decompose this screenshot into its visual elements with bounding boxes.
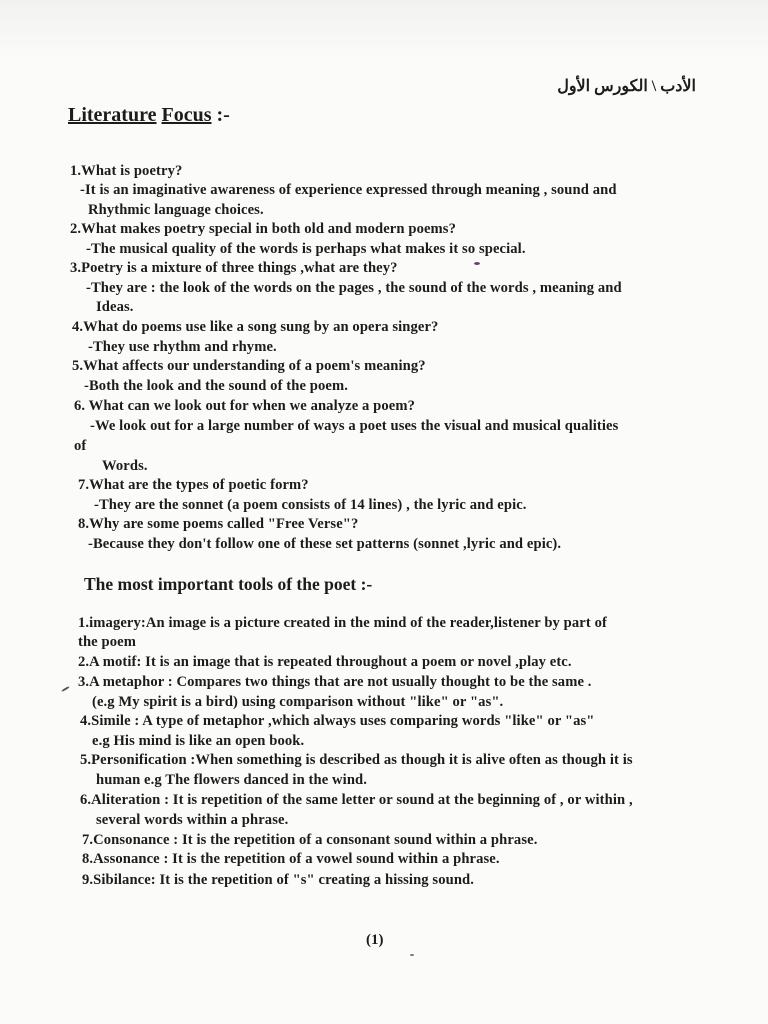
tool-9-line-1: 9.Sibilance: It is the repetition of "s" creating a hissing sound. — [82, 872, 475, 888]
tool-8-line-1: 8.Assonance : It is the repetition of a vowel sound within a phrase. — [82, 851, 500, 867]
question-2: 2.What makes poetry special in both old and modern poems? — [70, 221, 456, 237]
question-8: 8.Why are some poems called "Free Verse"? — [78, 516, 359, 532]
arabic-course-label: الأدب \ الكورس الأول — [557, 78, 696, 95]
tool-3-line-1: 3.A metaphor : Compares two things that are not usually thought to be the same . — [78, 674, 592, 690]
ink-speck — [474, 262, 480, 265]
tool-2-line-1: 2.A motif: It is an image that is repeated throughout a poem or novel ,play etc. — [78, 654, 572, 670]
question-3: 3.Poetry is a mixture of three things ,what are they? — [70, 260, 398, 276]
tool-7-line-1: 7.Consonance : It is the repetition of a consonant sound within a phrase. — [82, 832, 538, 848]
tool-3-line-2: (e.g My spirit is a bird) using comparison without "like" or "as". — [92, 694, 504, 710]
question-1: 1.What is poetry? — [70, 163, 183, 179]
title-word-focus: Focus — [161, 104, 212, 126]
answer-4-line-1: -They use rhythm and rhyme. — [88, 339, 277, 355]
answer-6-line-1: -We look out for a large number of ways a poet uses the visual and musical qualities — [90, 418, 619, 434]
tool-5-line-2: human e.g The flowers danced in the wind. — [96, 772, 368, 788]
answer-3-line-2: Ideas. — [96, 299, 134, 315]
tool-6-line-1: 6.Aliteration : It is repetition of the same letter or sound at the beginning of , or within , — [80, 792, 633, 808]
answer-2-line-1: -The musical quality of the words is perhaps what makes it so special. — [86, 241, 526, 257]
answer-7-line-1: -They are the sonnet (a poem consists of 14 lines) , the lyric and epic. — [94, 497, 527, 513]
scan-shadow — [0, 0, 768, 60]
pen-mark — [61, 686, 70, 692]
page-number: (1) — [366, 932, 384, 948]
title-suffix: :- — [211, 104, 230, 126]
answer-8-line-1: -Because they don't follow one of these set patterns (sonnet ,lyric and epic). — [88, 536, 562, 552]
page-title — [68, 104, 230, 127]
answer-1-line-2: Rhythmic language choices. — [88, 202, 264, 218]
question-4: 4.What do poems use like a song sung by an opera singer? — [72, 319, 439, 335]
title-word-literature: Literature — [68, 104, 157, 126]
tool-5-line-1: 5.Personification :When something is described as though it is alive often as though it is — [80, 752, 633, 768]
answer-6-line-3: Words. — [102, 458, 148, 474]
answer-1-line-1: -It is an imaginative awareness of experience expressed through meaning , sound and — [80, 182, 617, 198]
answer-5-line-1: -Both the look and the sound of the poem. — [84, 378, 348, 394]
answer-3-line-1: -They are : the look of the words on the pages , the sound of the words , meaning and — [86, 280, 622, 296]
question-5: 5.What affects our understanding of a poem's meaning? — [72, 358, 426, 374]
tool-1-line-1: 1.imagery:An image is a picture created in the mind of the reader,listener by part of — [78, 615, 607, 631]
scan-dot — [410, 954, 414, 956]
tools-section-title: The most important tools of the poet :- — [84, 574, 373, 594]
tool-6-line-2: several words within a phrase. — [96, 812, 289, 828]
answer-6-line-2: of — [74, 438, 87, 454]
tool-4-line-1: 4.Simile : A type of metaphor ,which always uses comparing words "like" or "as" — [80, 713, 595, 729]
tool-1-line-2: the poem — [78, 634, 136, 650]
question-7: 7.What are the types of poetic form? — [78, 477, 309, 493]
question-6: 6. What can we look out for when we analyze a poem? — [74, 398, 416, 414]
tool-4-line-2: e.g His mind is like an open book. — [92, 733, 305, 749]
